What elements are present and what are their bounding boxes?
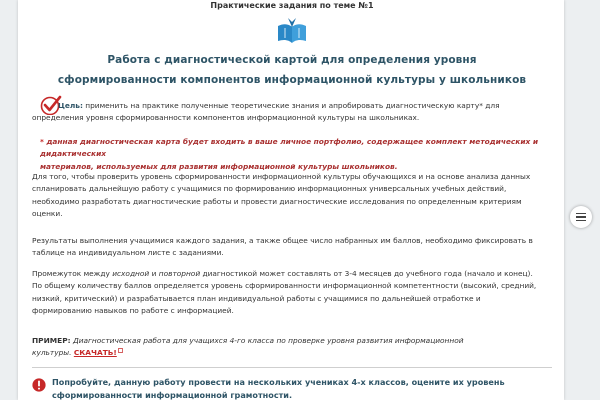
menu-button[interactable] (570, 206, 592, 228)
task-line-1: Попробуйте, данную работу провести на нескольких учениках 4-х классов, оцените их уровень (52, 377, 505, 387)
page-title-line-1: Работа с диагностической картой для определения уровня (107, 54, 477, 66)
intro-line: спланировать дальнейшую работу с учащимися по формированию информационных универсальных учебных действий, (32, 184, 507, 194)
interval-text: Промежуток между (32, 269, 113, 278)
footnote (40, 136, 552, 173)
intro-line: необходимо разработать диагностические работы и провести диагностические исследования по определенным критериям (32, 196, 522, 206)
results-paragraph (32, 235, 552, 260)
intro-line: Для того, чтобы проверить уровень сформированности информационной культуры обучающихся и на основе анализа данных (32, 172, 531, 181)
intro-paragraph (32, 171, 552, 221)
goal-label: Цель: (58, 101, 83, 110)
footnote-star: * (40, 137, 44, 146)
interval-text: и (149, 269, 159, 278)
topic-title: Практические задания по теме №1 (210, 1, 374, 10)
alert-icon (32, 378, 46, 392)
results-line: таблице на индивидуальном листе с заданиями. (32, 248, 224, 258)
example-text-2: культуры. (32, 348, 72, 358)
footnote-line-2: материалов, используемых для развития информационной культуры школьников. (40, 161, 398, 171)
interval-line: формированию навыков по работе с информацией. (32, 306, 234, 316)
menu-icon (576, 216, 586, 218)
task-line-2: сформированности информационной грамотности. (52, 389, 293, 400)
menu-icon (576, 220, 586, 222)
download-link[interactable]: СКАЧАТЬ! (73, 348, 117, 358)
page (18, 0, 564, 400)
goal-paragraph (32, 100, 552, 125)
goal-text-1: применить на практике полученные теоретические знания и апробировать диагностическую карту* для (85, 101, 500, 110)
interval-line: низкий, критический) и разрабатывается план индивидуальной работы с учащимися по дальнейшей отработке и (32, 293, 481, 303)
task-instruction (52, 376, 552, 400)
divider (32, 367, 552, 368)
page-title-line-2: сформированности компонентов информационной культуры у школьников (57, 74, 527, 86)
interval-paragraph (32, 268, 552, 318)
results-line: Результаты выполнения учащимися каждого задания, а также общее число набранных им баллов, необходимо фиксировать в (32, 236, 533, 245)
open-book-icon (276, 16, 308, 46)
interval-repeat: повторной (158, 269, 201, 278)
footnote-line-1: данная диагностическая карта будет входить в ваше личное портфолио, содержащее комплект методических и дидактических (40, 137, 539, 159)
interval-text: диагностикой может составлять от 3-4 месяцев до учебного года (начало и конец). (200, 269, 533, 278)
example-text-1: Диагностическая работа для учащихся 4-го класса по проверке уровня развития информационной (72, 336, 464, 345)
goal-text-2: определения уровня сформированности компонентов информационной культуры на школьниках. (32, 113, 420, 123)
example-paragraph (32, 335, 552, 360)
example-label: ПРИМЕР: (32, 336, 71, 345)
menu-icon (576, 213, 586, 215)
external-link-icon (118, 347, 124, 353)
interval-initial: исходной (112, 269, 150, 278)
interval-line: По общему количеству баллов определяется уровень сформированности информационной компетентности (высокий, средний, (32, 281, 537, 291)
intro-line: оценки. (32, 209, 63, 219)
